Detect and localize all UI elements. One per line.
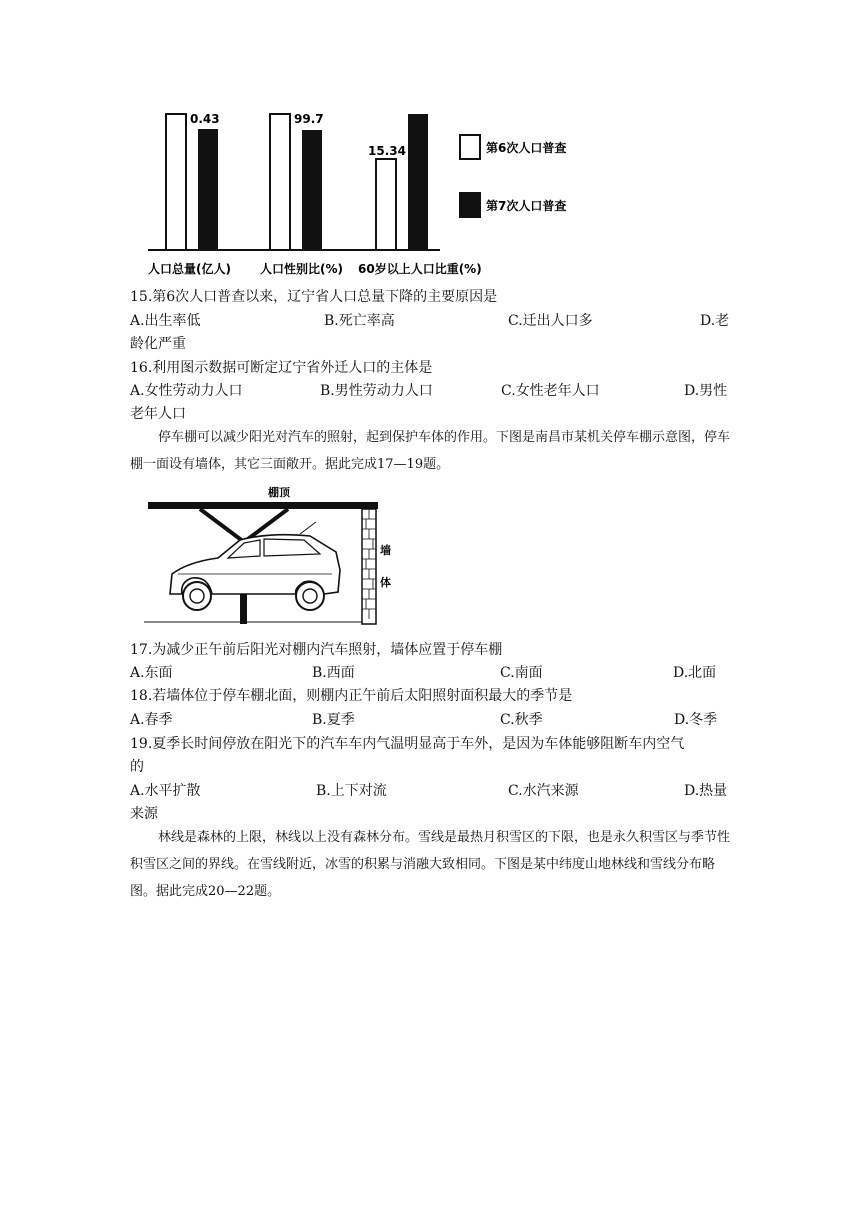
q15-option-d: D.老 bbox=[700, 313, 730, 329]
q18-option-c: C.秋季 bbox=[500, 712, 543, 728]
wall-label-2: 体 bbox=[380, 576, 391, 589]
bar-census-6-3 bbox=[376, 159, 396, 250]
data-label-census-1: 0.43 bbox=[190, 112, 220, 126]
q19-option-b: B.上下对流 bbox=[316, 783, 387, 799]
q18-option-d: D.冬季 bbox=[674, 712, 718, 728]
q18-option-b: B.夏季 bbox=[312, 712, 355, 728]
legend-label-census-7: 第7次人口普查 bbox=[486, 199, 567, 213]
q15-option-b: B.死亡率高 bbox=[324, 313, 395, 329]
q17-stem: 17.为减少正午前后阳光对棚内汽车照射，墙体应置于停车棚 bbox=[130, 642, 503, 658]
category-label-sex-ratio: 人口性别比(%) bbox=[260, 262, 343, 276]
q19-option-c: C.水汽来源 bbox=[508, 783, 579, 799]
q15-option-a: A.出生率低 bbox=[130, 313, 201, 329]
q16-option-d-cont: 老年人口 bbox=[130, 406, 186, 422]
q18-option-a: A.春季 bbox=[130, 712, 173, 728]
q19-option-a: A.水平扩散 bbox=[130, 783, 201, 799]
category-label-total: 人口总量(亿人) bbox=[148, 262, 231, 276]
q16-stem: 16.利用图示数据可断定辽宁省外迁人口的主体是 bbox=[130, 360, 433, 376]
wall-label-1: 墙 bbox=[380, 544, 391, 557]
q17-option-c: C.南面 bbox=[500, 665, 543, 681]
q16-option-b: B.男性劳动力人口 bbox=[320, 383, 433, 399]
q19-stem: 19.夏季长时间停放在阳光下的汽车车内气温明显高于车外，是因为车体能够阻断车内空气 bbox=[130, 736, 685, 752]
legend-swatch-census-6 bbox=[460, 135, 480, 159]
data-label-census-3: 15.34 bbox=[368, 144, 406, 158]
carport-roof bbox=[148, 502, 378, 509]
bar-census-6-2 bbox=[270, 114, 290, 250]
category-label-over-60: 60岁以上人口比重(%) bbox=[358, 262, 482, 276]
q15-option-c: C.迁出人口多 bbox=[508, 313, 593, 329]
q19-option-d: D.热量 bbox=[684, 783, 728, 799]
q15-option-d-cont: 龄化严重 bbox=[130, 336, 186, 352]
q17-option-a: A.东面 bbox=[130, 665, 173, 681]
q15-stem: 15.第6次人口普查以来，辽宁省人口总量下降的主要原因是 bbox=[130, 289, 498, 305]
intro-parking-shed: 停车棚可以减少阳光对汽车的照射，起到保护车体的作用。下图是南昌市某机关停车棚示意图，停车棚一面设有墙体，其它三面敞开。据此完成17—19题。 bbox=[130, 430, 731, 472]
q19-option-d-cont: 来源 bbox=[130, 806, 158, 822]
q16-option-c: C.女性老年人口 bbox=[501, 383, 600, 399]
q17-option-d: D.北面 bbox=[673, 665, 717, 681]
q17-option-b: B.西面 bbox=[312, 665, 355, 681]
legend-swatch-census-7 bbox=[460, 193, 480, 217]
carport-diagram bbox=[140, 482, 400, 632]
carport-wall bbox=[362, 509, 376, 624]
legend-label-census-6: 第6次人口普查 bbox=[486, 141, 567, 155]
q18-stem: 18.若墙体位于停车棚北面，则棚内正午前后太阳照射面积最大的季节是 bbox=[130, 688, 573, 704]
intro-treeline-snowline: 林线是森林的上限，林线以上没有森林分布。雪线是最热月积雪区的下限，也是永久积雪区与季节性积雪区之间的界线。在雪线附近，冰雪的积累与消融大致相同。下图是某中纬度山地林线和雪线分布略图。据此完成20—22题。 bbox=[130, 830, 731, 899]
bar-census-6-1 bbox=[166, 114, 186, 250]
data-label-census-2: 99.7 bbox=[294, 112, 324, 126]
bar-census-7-2 bbox=[302, 130, 322, 250]
bar-census-7-3 bbox=[408, 114, 428, 250]
q16-option-d: D.男性 bbox=[684, 383, 728, 399]
roof-label: 棚顶 bbox=[268, 486, 290, 499]
bar-census-7-1 bbox=[198, 129, 218, 250]
population-census-bar-chart bbox=[130, 95, 590, 285]
q19-stem-cont: 的 bbox=[130, 759, 144, 775]
q16-option-a: A.女性劳动力人口 bbox=[130, 383, 243, 399]
